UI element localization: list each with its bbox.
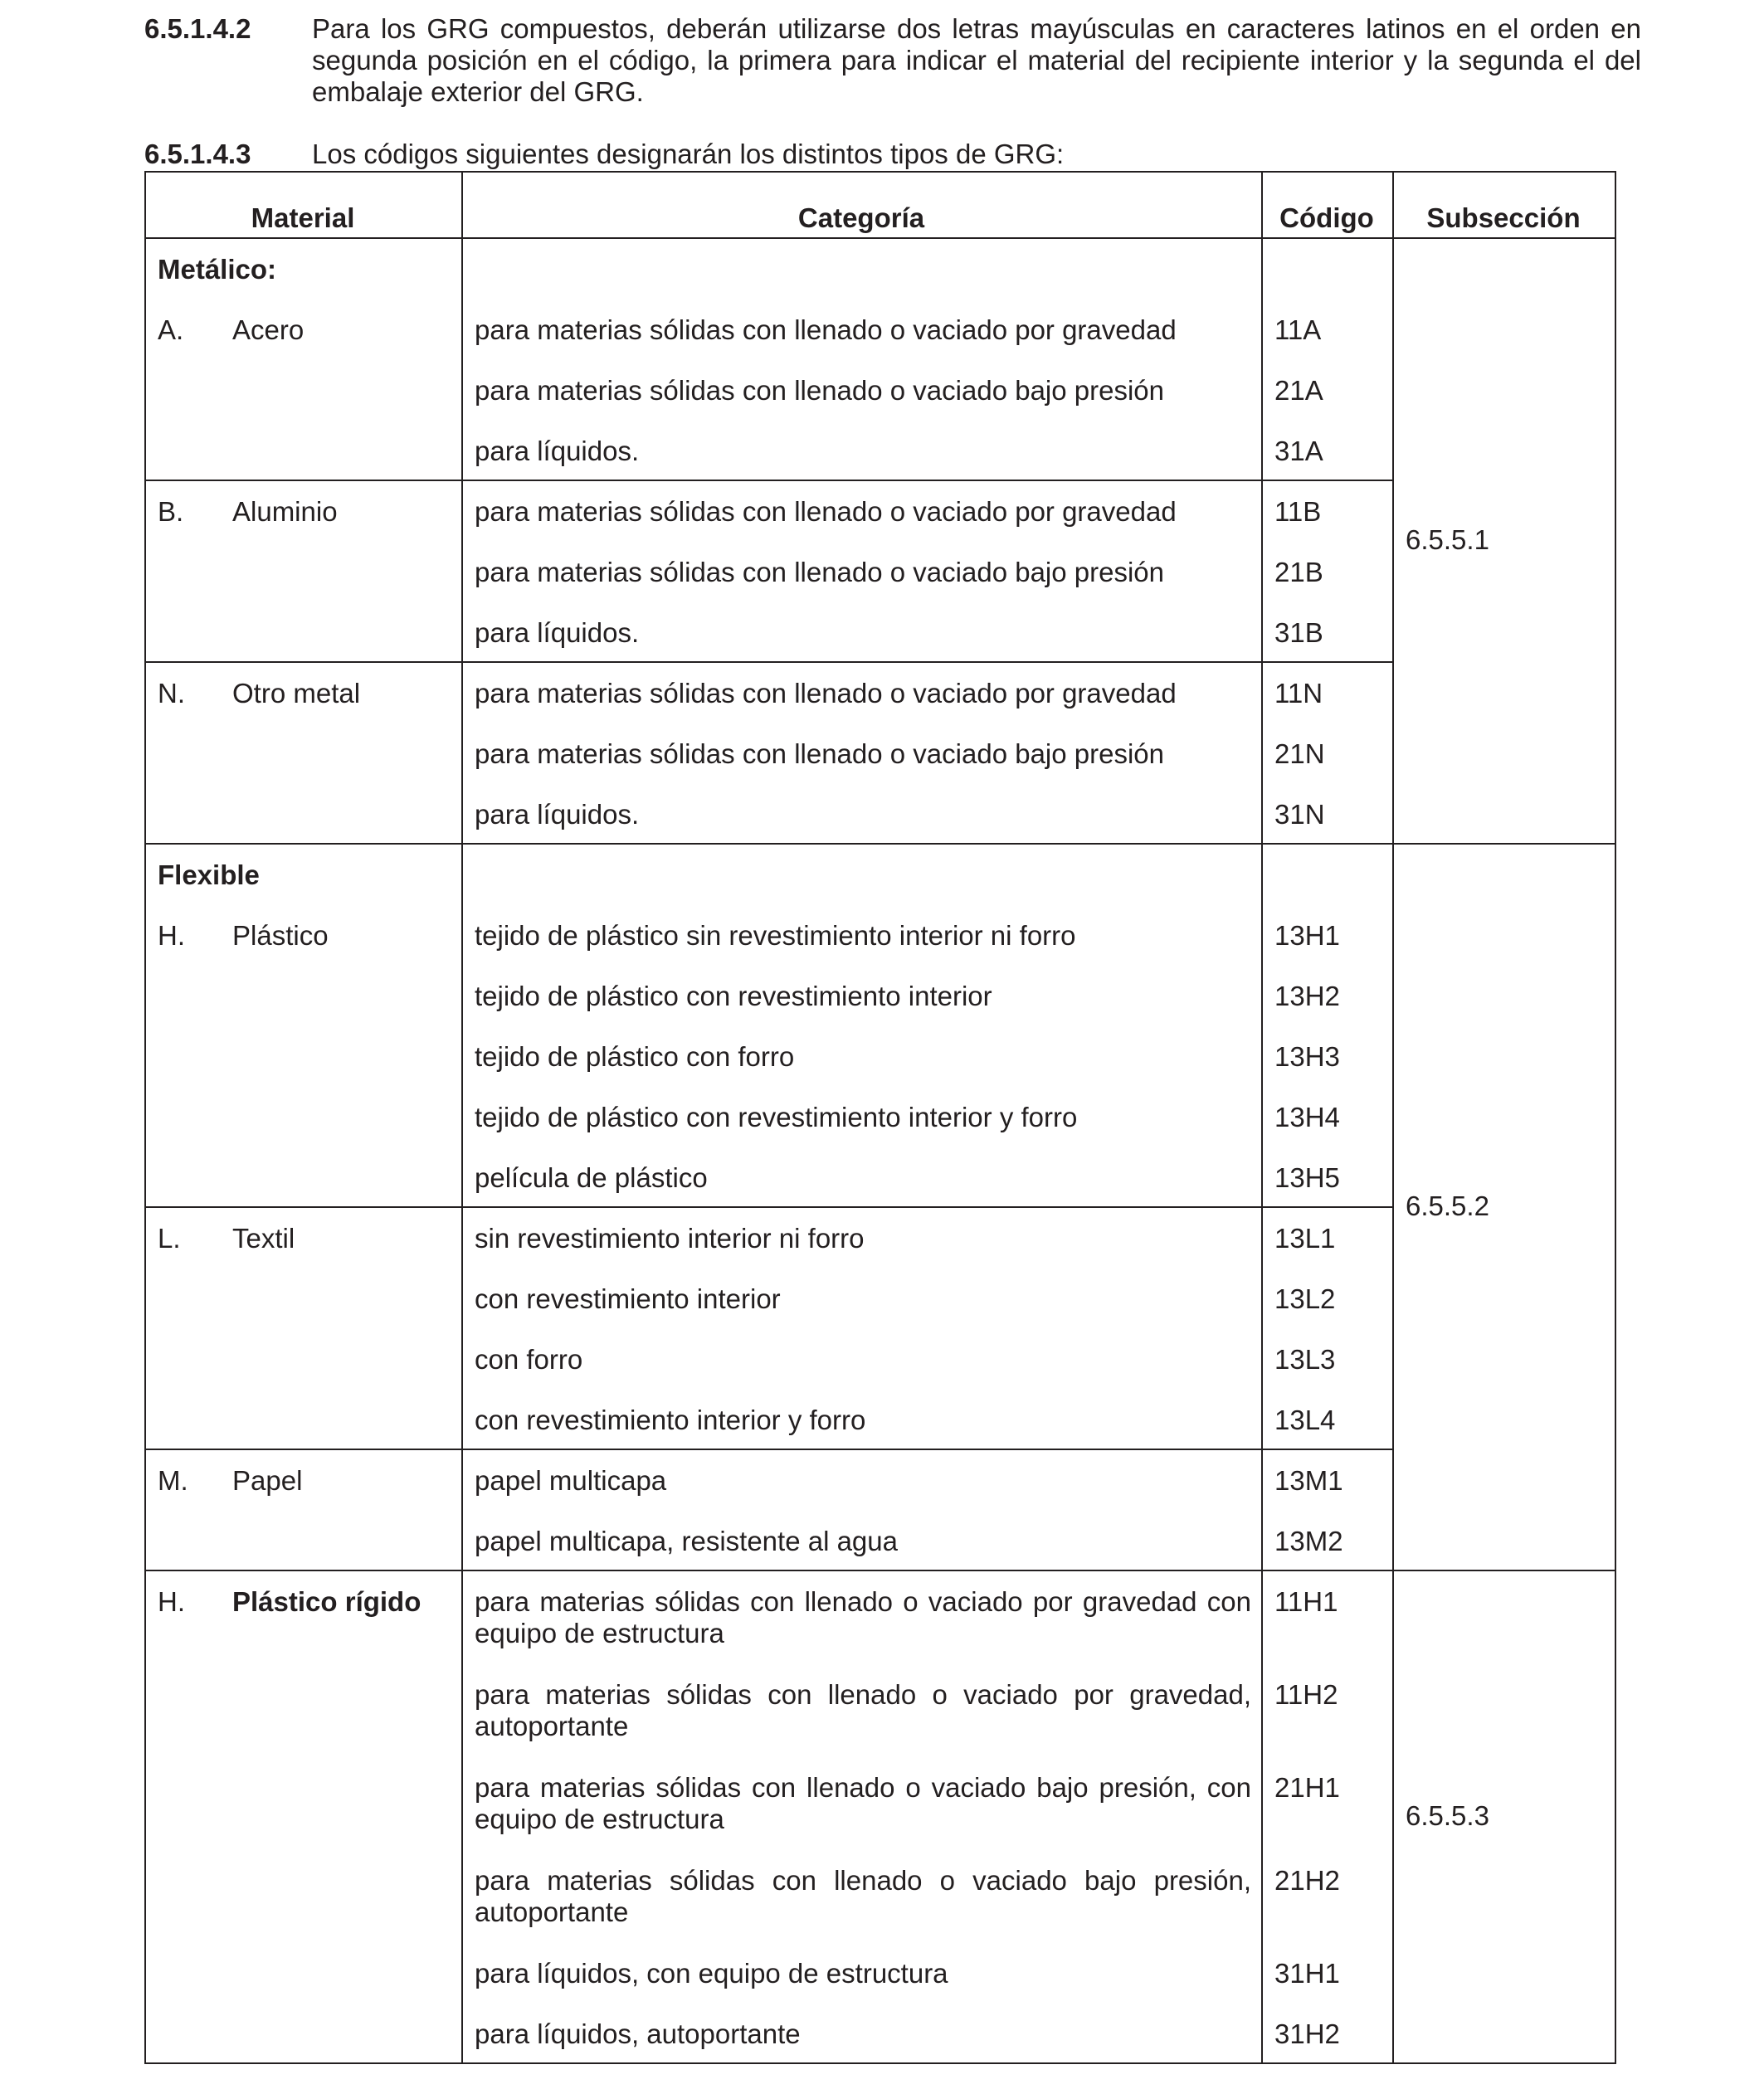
table-rule — [144, 1449, 1394, 1450]
category-cell: para líquidos. — [475, 799, 640, 830]
paragraph-text: Los códigos siguientes designarán los distintos tipos de GRG: — [312, 139, 1065, 169]
material-name: Plástico — [232, 920, 329, 951]
code-cell: 13L1 — [1274, 1223, 1336, 1254]
category-cell: con revestimiento interior y forro — [475, 1405, 866, 1435]
header-categoria: Categoría — [797, 202, 925, 233]
category-cell: para líquidos, autoportante — [475, 2018, 801, 2049]
table-column-rule — [1261, 171, 1263, 2064]
code-cell: 13M1 — [1274, 1465, 1343, 1496]
code-cell: 11B — [1274, 496, 1322, 527]
code-cell: 13H4 — [1274, 1102, 1340, 1132]
code-cell: 13L2 — [1274, 1283, 1336, 1314]
table-rule — [144, 661, 1394, 663]
category-cell: para materias sólidas con llenado o vaciado bajo presión, con equipo de estructura — [475, 1772, 1251, 1834]
category-cell: para materias sólidas con llenado o vaciado por gravedad — [475, 314, 1177, 345]
material-letter: A. — [158, 314, 184, 345]
material-letter: N. — [158, 678, 185, 709]
material-name: Papel — [232, 1465, 303, 1496]
code-cell: 11N — [1274, 678, 1323, 709]
code-cell: 31A — [1274, 436, 1323, 466]
category-cell: para materias sólidas con llenado o vaciado bajo presión, autoportante — [475, 1865, 1251, 1927]
table-column-rule — [144, 171, 146, 2064]
code-cell: 13H3 — [1274, 1041, 1340, 1072]
table-column-rule — [1615, 171, 1616, 2064]
table-rule — [144, 237, 1616, 239]
subsection-cell: 6.5.5.1 — [1406, 524, 1489, 555]
category-cell: con revestimiento interior — [475, 1283, 781, 1314]
table-rule — [144, 2062, 1616, 2064]
category-cell: tejido de plástico sin revestimiento interior ni forro — [475, 920, 1076, 951]
code-cell: 13L3 — [1274, 1344, 1336, 1375]
paragraph-6-5-1-4-2 — [144, 13, 1641, 113]
table-rule — [144, 171, 1616, 173]
paragraph-number: 6.5.1.4.2 — [144, 13, 251, 44]
table-rule — [144, 1206, 1394, 1208]
table-rule — [144, 1570, 1616, 1571]
code-cell: 21H1 — [1274, 1772, 1340, 1803]
category-cell: tejido de plástico con revestimiento interior y forro — [475, 1102, 1078, 1132]
material-letter: L. — [158, 1223, 181, 1254]
category-cell: para líquidos. — [475, 436, 640, 466]
code-cell: 13M2 — [1274, 1526, 1343, 1556]
subsection-cell: 6.5.5.3 — [1406, 1800, 1489, 1831]
category-cell: película de plástico — [475, 1162, 708, 1193]
category-cell: para materias sólidas con llenado o vaciado por gravedad — [475, 678, 1177, 709]
category-cell: para materias sólidas con llenado o vaciado bajo presión — [475, 375, 1165, 406]
subsection-cell: 6.5.5.2 — [1406, 1191, 1489, 1221]
code-cell: 21B — [1274, 557, 1323, 587]
material-name: Plástico rígido — [232, 1586, 422, 1617]
code-cell: 13L4 — [1274, 1405, 1336, 1435]
category-cell: para materias sólidas con llenado o vaciado bajo presión — [475, 557, 1165, 587]
code-cell: 31B — [1274, 617, 1323, 648]
table-column-rule — [461, 171, 463, 2064]
table-rule — [144, 480, 1394, 481]
code-cell: 13H1 — [1274, 920, 1340, 951]
category-cell: tejido de plástico con forro — [475, 1041, 795, 1072]
grg-codes-table — [144, 171, 1615, 2064]
material-letter: M. — [158, 1465, 188, 1496]
material-name: Acero — [232, 314, 305, 345]
header-subseccion: Subsección — [1426, 202, 1581, 233]
material-letter: H. — [158, 1586, 185, 1617]
code-cell: 21A — [1274, 375, 1323, 406]
material-name: Textil — [232, 1223, 295, 1254]
table-column-rule — [1392, 171, 1394, 2064]
material-name: Otro metal — [232, 678, 361, 709]
category-cell: para materias sólidas con llenado o vaciado por gravedad con equipo de estructura — [475, 1586, 1251, 1648]
paragraph-number: 6.5.1.4.3 — [144, 139, 251, 169]
code-cell: 13H5 — [1274, 1162, 1340, 1193]
material-letter: B. — [158, 496, 184, 527]
code-cell: 31N — [1274, 799, 1325, 830]
category-cell: papel multicapa, resistente al agua — [475, 1526, 898, 1556]
material-name: Aluminio — [232, 496, 338, 527]
code-cell: 13H2 — [1274, 981, 1340, 1011]
category-cell: para líquidos. — [475, 617, 640, 648]
code-cell: 21N — [1274, 738, 1325, 769]
material-letter: H. — [158, 920, 185, 951]
header-codigo: Código — [1279, 202, 1374, 233]
category-cell: sin revestimiento interior ni forro — [475, 1223, 865, 1254]
code-cell: 11A — [1274, 314, 1322, 345]
category-cell: tejido de plástico con revestimiento interior — [475, 981, 992, 1011]
category-cell: para materias sólidas con llenado o vaciado bajo presión — [475, 738, 1165, 769]
category-cell: papel multicapa — [475, 1465, 667, 1496]
group-label: Metálico: — [158, 254, 277, 285]
code-cell: 11H2 — [1274, 1679, 1338, 1710]
code-cell: 31H2 — [1274, 2018, 1340, 2049]
header-material: Material — [251, 202, 355, 233]
category-cell: para líquidos, con equipo de estructura — [475, 1958, 948, 1989]
category-cell: con forro — [475, 1344, 583, 1375]
paragraph-6-5-1-4-3 — [144, 139, 1641, 172]
group-label: Flexible — [158, 859, 260, 890]
category-cell: para materias sólidas con llenado o vaciado por gravedad — [475, 496, 1177, 527]
table-rule — [144, 843, 1616, 845]
category-cell: para materias sólidas con llenado o vaciado por gravedad, autoportante — [475, 1679, 1251, 1741]
code-cell: 21H2 — [1274, 1865, 1340, 1896]
code-cell: 31H1 — [1274, 1958, 1340, 1989]
code-cell: 11H1 — [1274, 1586, 1338, 1617]
paragraph-text: Para los GRG compuestos, deberán utilizarse dos letras mayúsculas en caracteres latinos en el orden en segunda posición en el código, la primera para indicar el material del recipiente interior y la segunda el del embalaje exterior del GRG. — [312, 13, 1641, 107]
